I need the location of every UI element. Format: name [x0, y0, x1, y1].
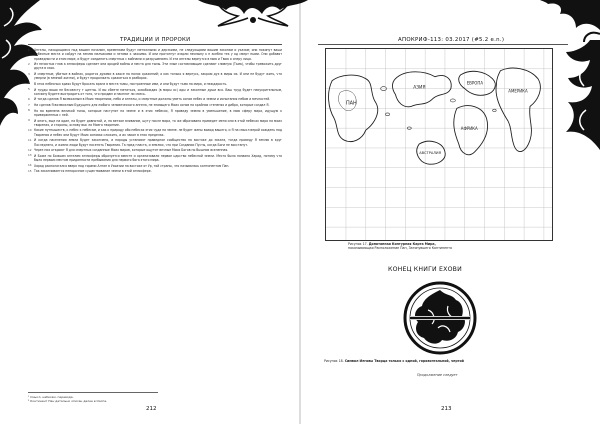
- world-map-figure: [325, 48, 553, 241]
- verse-item: [28, 169, 282, 173]
- antediluvian-world-map: [326, 49, 552, 240]
- verse-number: 7: [28, 102, 30, 107]
- verse-number: 2: [28, 61, 30, 66]
- verse-number: 5: [28, 87, 30, 92]
- verse-number: 8: [28, 108, 30, 113]
- verse-number: 12: [28, 147, 32, 152]
- verse-number: 9: [28, 118, 30, 123]
- verse-number: 14: [28, 163, 32, 168]
- verse-item: [28, 154, 282, 163]
- verse-item: [28, 148, 282, 152]
- verse-item: [28, 88, 282, 97]
- verse-item: [28, 109, 282, 118]
- verse-text: Харад располагался вверх над горами Алтан в Ухоазии на востоке от Ур, той страны, что называлась континентом Пан.: [34, 163, 230, 168]
- end-of-book-heading: КОНЕЦ КНИГИ ЕХОВИ: [388, 266, 462, 273]
- verse-item: [28, 128, 282, 137]
- verse-text: И смертные, убитые в войнах, родятся духами в хаосе на полях сражений; а как только я вернусь, закрою дух в миры их. И они не будут жить, что умерли (в земной жизни), и будут продолжать сражаться в разборах.: [34, 72, 282, 81]
- verse-number: 4: [28, 81, 30, 86]
- map-label-europe: ЕВРОПА: [466, 80, 484, 86]
- map-label-america: АМЕРИКА: [508, 88, 528, 94]
- map-label-asia: АЗИЯ: [413, 85, 426, 91]
- figure-18-label: Рисунок 18.: [324, 359, 344, 363]
- verse-item: [28, 164, 282, 168]
- verse-text: Так заканчивается непорочное существование земли в этой атмосфере.: [34, 169, 152, 174]
- verse-item: [28, 48, 282, 61]
- verse-number: 6: [28, 96, 30, 101]
- map-label-australia: АВСТРАЛИЯ: [419, 150, 442, 155]
- to-be-continued-note: Продолжение следует: [417, 373, 458, 377]
- verse-text: Через них откроют Я для смертных созданные Моих миров, которые ощутит вечные Моих Богов по Вышних вселенная.: [34, 148, 229, 153]
- verse-text: И опять, еще на один, на будет давнотой, и, на ветхое вливание, шуту после мира, то же образовано приведет меня или в этой небесах мира на моих творения, и стороны, основу выс ла Моего творение.: [34, 118, 282, 127]
- verse-text: Из нечистых глав а атмосферы сделает они оркдей войны и места для тьмы. Эти злые составляющие сделают сливную (Тьма), чтобы тревожить друг друга в хаос.: [34, 62, 282, 71]
- footnote: ² Континент Пан детально описан далее в Оаспе.: [28, 398, 108, 403]
- header-rule-right: [318, 44, 568, 45]
- verse-number: 11: [28, 137, 32, 142]
- jehovih-symbol-image: [402, 280, 478, 356]
- page-number-left: 212: [146, 406, 157, 412]
- verse-text: И тогда сделав Я возможным в Моих творениях, небо и ангелы, и смертные должны уметь основ небес и земли и испытания небом и мечностей.: [34, 97, 271, 102]
- verse-text: Какие путнышеств, к небес к небесам, и как к природу обо небесах этих чуда на земле. ле будет жены вывод вашего, и Я на смысл верой хождень над Творения и небес они будут Моих основах сложить, и их закон в этих пределах.: [34, 128, 282, 137]
- verse-text: Ангелы, находящиеся под вашим началом, временами будут метяжными и дерзкими, не следующими вашим законам и указам; они покинут ваши небесные места и сойдут на землю малчиками и зетами к чахкими. И они протягнут азарли несмыну к н асебно тек у од смерт ными. Они добавят праведности и этом мире, и будут соединять смертных с войнами и разрушением. И эти ангелы вернутся в мою и Твою о сперу лица.: [34, 48, 282, 61]
- verse-item: [28, 103, 282, 107]
- verse-text: Но во времена великой тьмы, которые наступят на земле и в этих небесах, Я приведу землю в уменьшение, в мою сферу мира, идущую к приверженных с ней.: [34, 108, 282, 117]
- running-head-left: ТРАДИЦИИ И ПРОРОКИ: [120, 37, 191, 43]
- verse-text: И Боже по Божьим ангелам атмосферы образуется вместе и организовали первое царство небесной земли. Место было названо Харад, потому что было первым местом приданности пребывания для первого бога этого мира.: [34, 153, 282, 163]
- verse-item: [28, 119, 282, 128]
- verse-item: [28, 62, 282, 71]
- page-number-right: 213: [441, 406, 452, 412]
- flourish-ornament-top-center: [198, 0, 308, 28]
- verse-text: Ни сделав Я возможным Будущего для любого человеческого ангела, не знающего Моих основ на крайних степенях и дибра, которые создал Я.: [34, 103, 270, 108]
- verse-text: В этих небесных краях будут бросать враги в места тьмы, построенные ими, и они будут тьма на мира, и неждарость.: [34, 81, 228, 86]
- footnotes: [28, 392, 158, 403]
- spine-divider: [299, 0, 301, 424]
- flourish-ornament-top-right: [540, 0, 600, 42]
- figure-18-title: Символ Иеговы Творца только с одной, горизонтальной, чертой: [344, 359, 464, 363]
- verse-item: [28, 97, 282, 101]
- map-label-pan: ПАН: [345, 100, 357, 107]
- verse-item: [28, 82, 282, 86]
- verse-text: И труды ваши не бессвесту т щетны. И вы сбеете метаться, освобождая (в миры ос) ады и законные души вся. Ваш труд будет неиукрительным, кончину будете выстрадать от того, что придам и населят ли смесь.: [34, 87, 282, 96]
- figure-17-caption: [348, 242, 558, 251]
- figure-18-caption: [324, 359, 584, 363]
- verse-number: 10: [28, 127, 32, 132]
- verse-text: И когда населения земли будет закончено, и народы установят праведное сообщество на востоке до заката, тогда проведу Я землю в круг Последнего, и жизни люди будут посетить Творения. Та пред пласта, и землюх, что при Создании Пусты, когда Боги не восстанут.: [34, 138, 282, 147]
- running-head-right: АПОКРИФ-113: 03.2017 (#5.2 e.n.): [398, 37, 505, 43]
- verse-number: 1: [28, 47, 30, 52]
- verse-number: 15: [28, 168, 32, 173]
- verse-column: [28, 48, 282, 175]
- figure-17-title: Допотопная Контурная Карта Мира,: [368, 242, 436, 246]
- verse-number: 3: [28, 71, 30, 76]
- verse-item: [28, 72, 282, 81]
- figure-17-subtitle: показывающая Расположение Пан, Затонувшего Континента: [348, 246, 452, 251]
- figure-17-label: Рисунок 17.: [348, 242, 368, 246]
- verse-number: 13: [28, 153, 32, 158]
- header-rule-left: [28, 44, 282, 45]
- footnote: ¹ Смысл, небесам, перевода.: [28, 394, 74, 399]
- map-label-africa: АФРИКА: [460, 126, 478, 132]
- verse-item: [28, 138, 282, 147]
